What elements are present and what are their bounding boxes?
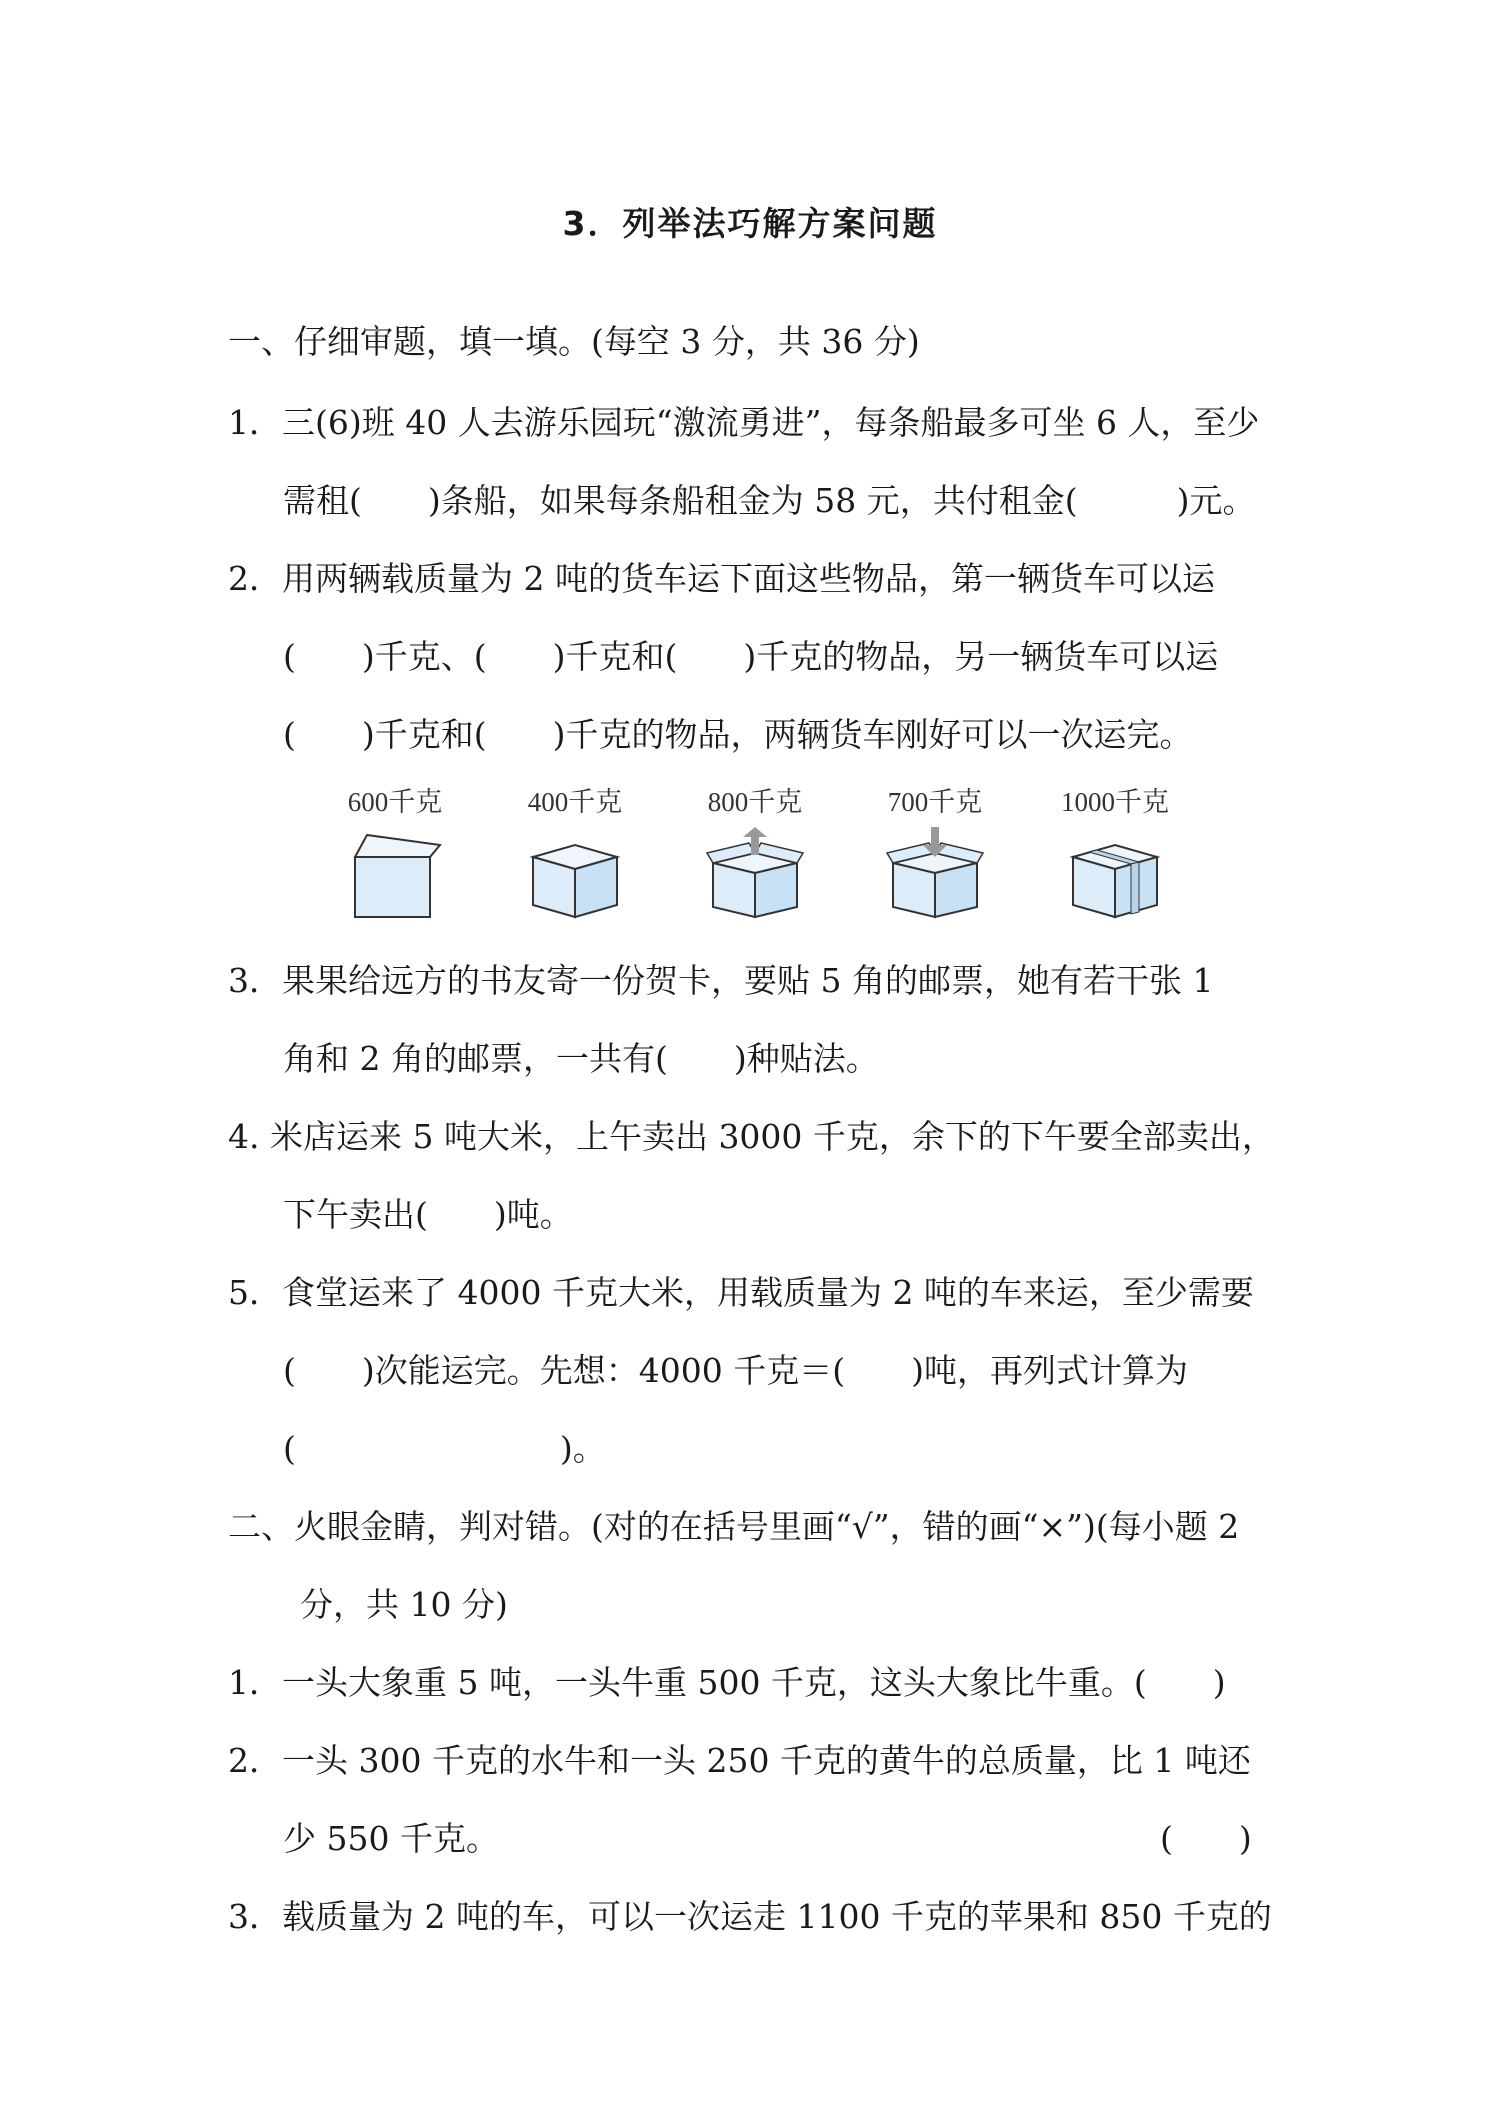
q5-line1: 5．食堂运来了 4000 千克大米，用载质量为 2 吨的车来运，至少需要 [228,1273,1254,1312]
box-label: 1000千克 [1061,787,1169,817]
q2-line1: 2．用两辆载质量为 2 吨的货车运下面这些物品，第一辆货车可以运 [228,559,1215,598]
s2-q2-line1: 2．一头 300 千克的水牛和一头 250 千克的黄牛的总质量，比 1 吨还 [228,1741,1251,1780]
box-item [330,780,460,919]
q4-line1: 4. 米店运来 5 吨大米，上午卖出 3000 千克，余下的下午要全部卖出， [228,1117,1275,1156]
page-title: 3．列举法巧解方案问题 [562,204,938,243]
taped-box-icon [1065,827,1165,919]
s2-q1-line1: 1．一头大象重 5 吨，一头牛重 500 千克，这头大象比牛重。( ) [228,1663,1226,1702]
q2-line3: ( )千克和( )千克的物品，两辆货车刚好可以一次运完。 [283,715,1193,754]
box-figure [330,780,1230,930]
closed-box-icon [525,827,625,919]
q1-line1: 1．三(6)班 40 人去游乐园玩“激流勇进”，每条船最多可坐 6 人，至少 [228,403,1260,442]
box-item [870,780,1000,919]
box-item [510,780,640,919]
section2-heading-cont: 分，共 10 分) [300,1585,508,1624]
open-box-icon [345,827,445,919]
q5-line3: ( )。 [283,1429,606,1468]
section1-heading: 一、仔细审题，填一填。(每空 3 分，共 36 分) [228,322,920,361]
box-item [1050,780,1180,919]
q1-line2: 需租( )条船，如果每条船租金为 58 元，共付租金( )元。 [283,481,1256,520]
box-label: 700千克 [887,787,983,817]
q3-line1: 3．果果给远方的书友寄一份贺卡，要贴 5 角的邮票，她有若干张 1 [228,961,1214,1000]
box-down-arrow-icon [885,827,985,919]
box-up-arrow-icon [705,827,805,919]
q3-line2: 角和 2 角的邮票，一共有( )种贴法。 [283,1039,879,1078]
box-label: 400千克 [527,787,623,817]
q2-line2: ( )千克、( )千克和( )千克的物品，另一辆货车可以运 [283,637,1219,676]
s2-q2-answer-paren: ( ) [1160,1819,1252,1858]
section2-heading: 二、火眼金睛，判对错。(对的在括号里画“√”，错的画“×”)(每小题 2 [228,1507,1240,1546]
box-item [690,780,820,919]
s2-q2-line2: 少 550 千克。 [283,1819,499,1858]
q5-line2: ( )次能运完。先想：4000 千克＝( )吨，再列式计算为 [283,1351,1188,1390]
s2-q3-line1: 3．载质量为 2 吨的车，可以一次运走 1100 千克的苹果和 850 千克的 [228,1897,1272,1936]
q4-line2: 下午卖出( )吨。 [283,1195,573,1234]
box-label: 800千克 [707,787,803,817]
box-label: 600千克 [347,787,443,817]
